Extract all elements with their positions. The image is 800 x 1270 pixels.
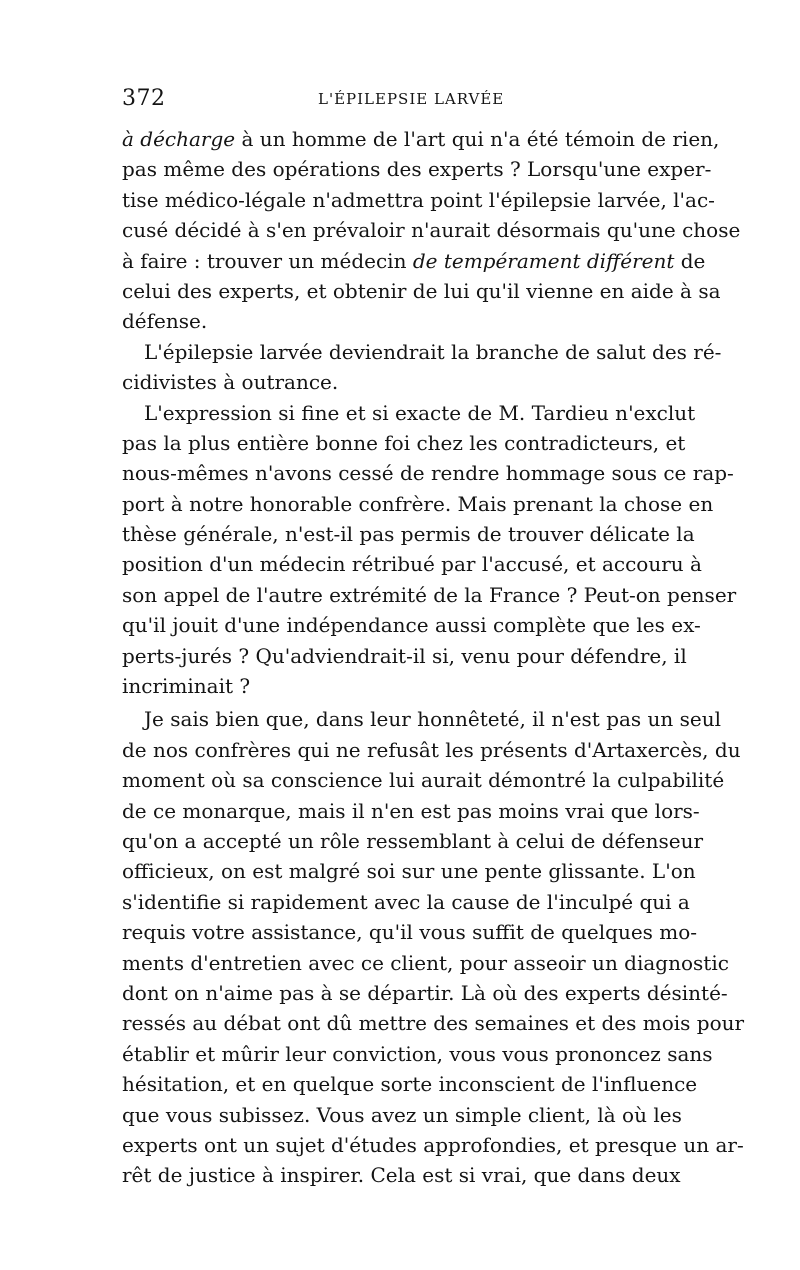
- text-line: établir et mûrir leur conviction, vous vous prononcez sans: [122, 1041, 713, 1066]
- text-line: rêt de justice à inspirer. Cela est si vrai, que dans deux: [122, 1163, 681, 1188]
- text-line: pas la plus entière bonne foi chez les contradicteurs, et: [122, 430, 686, 455]
- body-text: [122, 124, 745, 1191]
- page-number: 372: [122, 86, 166, 111]
- text-line: Je sais bien que, dans leur honnêteté, il n'est pas un seul: [144, 707, 722, 732]
- text-line: qu'il jouit d'une indépendance aussi complète que les ex-: [122, 613, 701, 638]
- text-line: son appel de l'autre extrémité de la France ? Peut-on penser: [122, 582, 737, 607]
- text-line: officieux, on est malgré soi sur une pente glissante. L'on: [122, 859, 696, 884]
- text-line: L'épilepsie larvée deviendrait la branche de salut des ré-: [144, 339, 722, 364]
- text-line: moment où sa conscience lui aurait démontré la culpabilité: [122, 768, 725, 793]
- page-header: [122, 86, 678, 116]
- text-line: tise médico-légale n'admettra point l'épilepsie larvée, l'ac-: [122, 187, 715, 212]
- text-line: perts-jurés ? Qu'adviendrait-il si, venu pour défendre, il: [122, 643, 687, 668]
- text-line: à décharge à un homme de l'art qui n'a été témoin de rien,: [122, 127, 720, 151]
- text-line: cidivistes à outrance.: [122, 370, 339, 395]
- text-line: celui des experts, et obtenir de lui qu'il vienne en aide à sa: [122, 278, 721, 303]
- text-line: nous-mêmes n'avons cessé de rendre hommage sous ce rap-: [122, 461, 734, 486]
- text-line: position d'un médecin rétribué par l'accusé, et accouru à: [122, 552, 702, 577]
- running-title: L'ÉPILEPSIE LARVÉE: [318, 90, 505, 108]
- text-line: L'expression si fine et si exacte de M. Tardieu n'exclut: [144, 400, 696, 425]
- text-line: ressés au débat ont dû mettre des semaines et des mois pour: [122, 1011, 745, 1036]
- text-line: de ce monarque, mais il n'en est pas moins vrai que lors-: [122, 798, 700, 823]
- italic-phrase: de tempérament différent: [412, 248, 675, 273]
- text-line: requis votre assistance, qu'il vous suffit de quelques mo-: [122, 920, 698, 945]
- text-line: port à notre honorable confrère. Mais prenant la chose en: [122, 491, 714, 516]
- text-line: à faire : trouver un médecin de tempérament différent de: [122, 248, 706, 273]
- text-line: qu'on a accepté un rôle ressemblant à celui de défenseur: [122, 828, 704, 853]
- text-line: thèse générale, n'est-il pas permis de trouver délicate la: [122, 522, 695, 547]
- text-line: incriminait ?: [122, 674, 251, 699]
- text-line: hésitation, et en quelque sorte inconscient de l'influence: [122, 1072, 698, 1097]
- text-line: défense.: [122, 309, 208, 334]
- text-line: experts ont un sujet d'études approfondies, et presque un ar-: [122, 1132, 744, 1157]
- text-line: dont on n'aime pas à se départir. Là où des experts désinté-: [122, 980, 728, 1005]
- text-line: que vous subissez. Vous avez un simple client, là où les: [122, 1102, 682, 1127]
- text-line: pas même des opérations des experts ? Lorsqu'une exper-: [122, 157, 712, 182]
- text-line: ments d'entretien avec ce client, pour asseoir un diagnostic: [122, 950, 729, 975]
- italic-phrase: à décharge: [122, 127, 236, 151]
- text-line: s'identifie si rapidement avec la cause de l'inculpé qui a: [122, 889, 690, 914]
- text-line: de nos confrères qui ne refusât les présents d'Artaxercès, du: [122, 737, 741, 762]
- text-line: cusé décidé à s'en prévaloir n'aurait désormais qu'une chose: [122, 218, 741, 243]
